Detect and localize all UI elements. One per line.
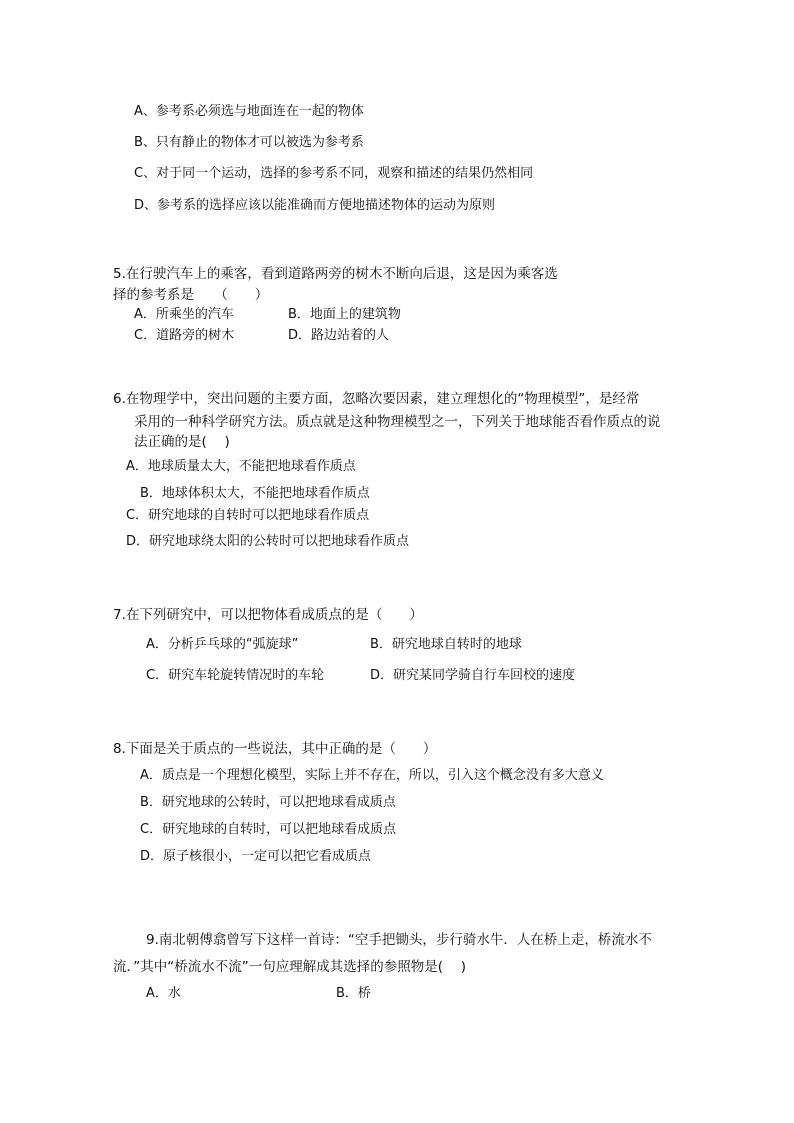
q4-option-c: C、对于同一个运动，选择的参考系不同，观察和描述的结果仍然相同 (134, 166, 534, 181)
q7-option-b: B．研究地球自转时的地球 (370, 637, 522, 652)
q4-option-d: D、参考系的选择应该以能准确而方便地描述物体的运动为原则 (134, 198, 496, 213)
q6-option-b: B．地球体积太大，不能把地球看作质点 (140, 486, 370, 501)
q9-option-a: A．水 (146, 986, 181, 1001)
q6-option-d: D．研究地球绕太阳的公转时可以把地球看作质点 (126, 534, 410, 549)
q9-stem-line2: 流．”其中“桥流水不流”一句应理解成其选择的参照物是( ) (113, 959, 467, 975)
q9-option-b: B．桥 (336, 986, 371, 1001)
q8-option-c: C．研究地球的自转时，可以把地球看成质点 (140, 822, 397, 837)
q6-stem-line3: 法正确的是( ) (134, 434, 230, 450)
q4-option-b: B、只有静止的物体才可以被选为参考系 (134, 135, 364, 150)
q8-option-d: D．原子核很小，一定可以把它看成质点 (140, 849, 372, 864)
q9-stem-line1: 9.南北朝傅翕曾写下这样一首诗：“空手把锄头，步行骑水牛．人在桥上走，桥流水不 (146, 932, 652, 948)
q4-option-a: A、参考系必须选与地面连在一起的物体 (134, 104, 364, 119)
q5-option-a: A．所乘坐的汽车 (134, 307, 234, 322)
q5-stem-line2: 择的参考系是 （ ） (113, 287, 269, 303)
q5-option-c: C．道路旁的树木 (134, 328, 235, 343)
q6-option-c: C．研究地球的自转时可以把地球看作质点 (126, 508, 370, 523)
q7-option-c: C．研究车轮旋转情况时的车轮 (146, 668, 325, 683)
q6-stem-line2: 采用的一种科学研究方法。质点就是这种物理模型之一，下列关于地球能否看作质点的说 (134, 414, 661, 430)
q6-option-a: A．地球质量太大，不能把地球看作质点 (126, 459, 356, 474)
q8-option-b: B．研究地球的公转时，可以把地球看成质点 (140, 795, 396, 810)
q6-stem-line1: 6.在物理学中，突出问题的主要方面，忽略次要因素，建立理想化的“物理模型”，是经常 (113, 391, 640, 407)
q8-option-a: A．质点是一个理想化模型，实际上并不存在，所以，引入这个概念没有多大意义 (140, 768, 604, 783)
q8-stem: 8.下面是关于质点的一些说法，其中正确的是（ ） (113, 741, 437, 757)
q7-stem: 7.在下列研究中，可以把物体看成质点的是（ ） (113, 607, 423, 623)
q7-option-a: A．分析乒乓球的“弧旋球” (146, 637, 299, 652)
q5-stem-line1: 5.在行驶汽车上的乘客，看到道路两旁的树木不断向后退，这是因为乘客选 (113, 266, 558, 282)
q5-option-b: B．地面上的建筑物 (288, 307, 401, 322)
q7-option-d: D．研究某同学骑自行车回校的速度 (370, 668, 576, 683)
q5-option-d: D．路边站着的人 (288, 328, 390, 343)
